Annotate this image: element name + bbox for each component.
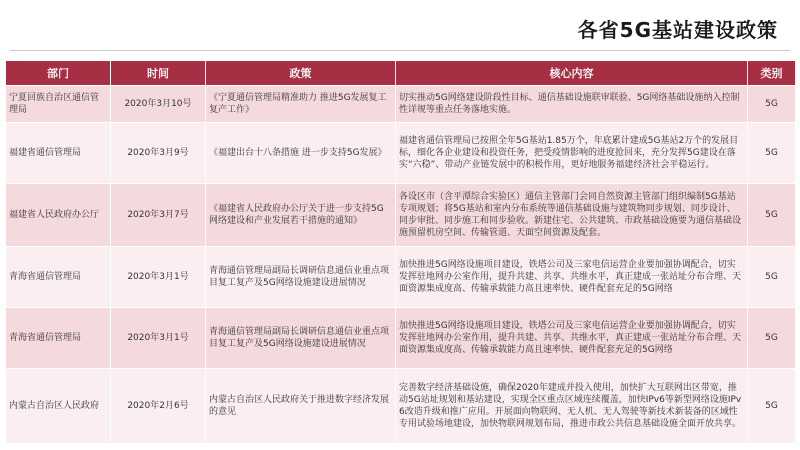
cell-date: 2020年3月9号 bbox=[111, 123, 206, 184]
cell-dept: 福建省人民政府办公厅 bbox=[6, 184, 111, 247]
cell-dept: 青海省通信管理局 bbox=[6, 247, 111, 308]
cell-policy: 《宁夏通信管理局精准助力 推进5G发展复工复产工作》 bbox=[206, 86, 396, 123]
cell-date: 2020年3月7号 bbox=[111, 184, 206, 247]
cell-core: 加快推进5G网络设施项目建设，铁塔公司及三家电信运营企业要加强协调配合，切实发挥驻地网办公室作用，提升共建、共享、共维水平，真正建成一张站址分布合理、天面资源集成度高、传输承载能力高且速率快、硬件配套充足的5G网络 bbox=[396, 308, 748, 369]
header-core: 核心内容 bbox=[396, 61, 748, 86]
table-row bbox=[6, 86, 796, 123]
header-date: 时间 bbox=[111, 61, 206, 86]
cell-policy: 《福建出台十八条措施 进一步支持5G发展》 bbox=[206, 123, 396, 184]
cell-category: 5G bbox=[748, 369, 796, 444]
cell-category: 5G bbox=[748, 308, 796, 369]
cell-category: 5G bbox=[748, 247, 796, 308]
table-row bbox=[6, 369, 796, 444]
policy-table bbox=[5, 60, 796, 444]
cell-category: 5G bbox=[748, 123, 796, 184]
table-row bbox=[6, 123, 796, 184]
cell-core: 加快推进5G网络设施项目建设，铁塔公司及三家电信运营企业要加强协调配合，切实发挥驻地网办公室作用，提升共建、共享、共维水平，真正建成一张站址分布合理、天面资源集成度高、传输承载能力高且速率快、硬件配套充足的5G网络 bbox=[396, 247, 748, 308]
cell-date: 2020年3月10号 bbox=[111, 86, 206, 123]
cell-core: 福建省通信管理局已按照全年5G基站1.85万个，年底累计建成5G基站2万个的发展目标，细化各企业建设和投资任务，把受疫情影响的进度抢回来，充分发挥5G建设在落实“六稳”、带动产业链发展中的积极作用，更好地服务福建经济社会平稳运行。 bbox=[396, 123, 748, 184]
cell-dept: 宁夏回族自治区通信管理局 bbox=[6, 86, 111, 123]
cell-date: 2020年3月1号 bbox=[111, 247, 206, 308]
cell-dept: 内蒙古自治区人民政府 bbox=[6, 369, 111, 444]
page-title: 各省5G基站建设政策 bbox=[577, 18, 778, 42]
table-row bbox=[6, 247, 796, 308]
cell-dept: 青海省通信管理局 bbox=[6, 308, 111, 369]
header-dept: 部门 bbox=[6, 61, 111, 86]
cell-core: 切实推动5G网络建设阶段性目标、通信基础设施联审联验、5G网络基础设施纳入控制性详规等重点任务落地实施。 bbox=[396, 86, 748, 123]
header-category: 类别 bbox=[748, 61, 796, 86]
cell-category: 5G bbox=[748, 86, 796, 123]
cell-category: 5G bbox=[748, 184, 796, 247]
cell-dept: 福建省通信管理局 bbox=[6, 123, 111, 184]
cell-policy: 《福建省人民政府办公厅关于进一步支持5G网络建设和产业发展若干措施的通知》 bbox=[206, 184, 396, 247]
cell-policy: 青海通信管理局副局长调研信息通信业重点项目复工复产及5G网络设施建设进展情况 bbox=[206, 247, 396, 308]
cell-core: 各设区市（含平潭综合实验区）通信主管部门会同自然资源主管部门组织编制5G基站专项规划；将5G基站和室内分布系统等通信基础设施与建筑物同步规划、同步设计、同步审批、同步施工和同步验收。新建住宅、公共建筑、市政基础设施要为通信基础设施预留机房空间、传输管道、天面空间资源及配套。 bbox=[396, 184, 748, 247]
cell-date: 2020年3月1号 bbox=[111, 308, 206, 369]
cell-policy: 内蒙古自治区人民政府关于推进数字经济发展的意见 bbox=[206, 369, 396, 444]
cell-date: 2020年2月6号 bbox=[111, 369, 206, 444]
title-divider bbox=[10, 50, 790, 51]
cell-policy: 青海通信管理局副局长调研信息通信业重点项目复工复产及5G网络设施建设进展情况 bbox=[206, 308, 396, 369]
header-policy: 政策 bbox=[206, 61, 396, 86]
table-header-row bbox=[6, 61, 796, 86]
cell-core: 完善数字经济基础设施，确保2020年建成并投入使用，加快扩大互联网出区带宽，推动5G站址规划和基站建设，实现全区重点区域连续覆盖，加快IPv6等新型网络设施IPv6改造升级和推广应用。开展面向物联网、无人机、无人驾驶等新技术新装备的区域性专用试验场地建设，加快物联网规划布局，推进市政公共信息基础设施全面开放共享。 bbox=[396, 369, 748, 444]
table-row bbox=[6, 184, 796, 247]
table-row bbox=[6, 308, 796, 369]
